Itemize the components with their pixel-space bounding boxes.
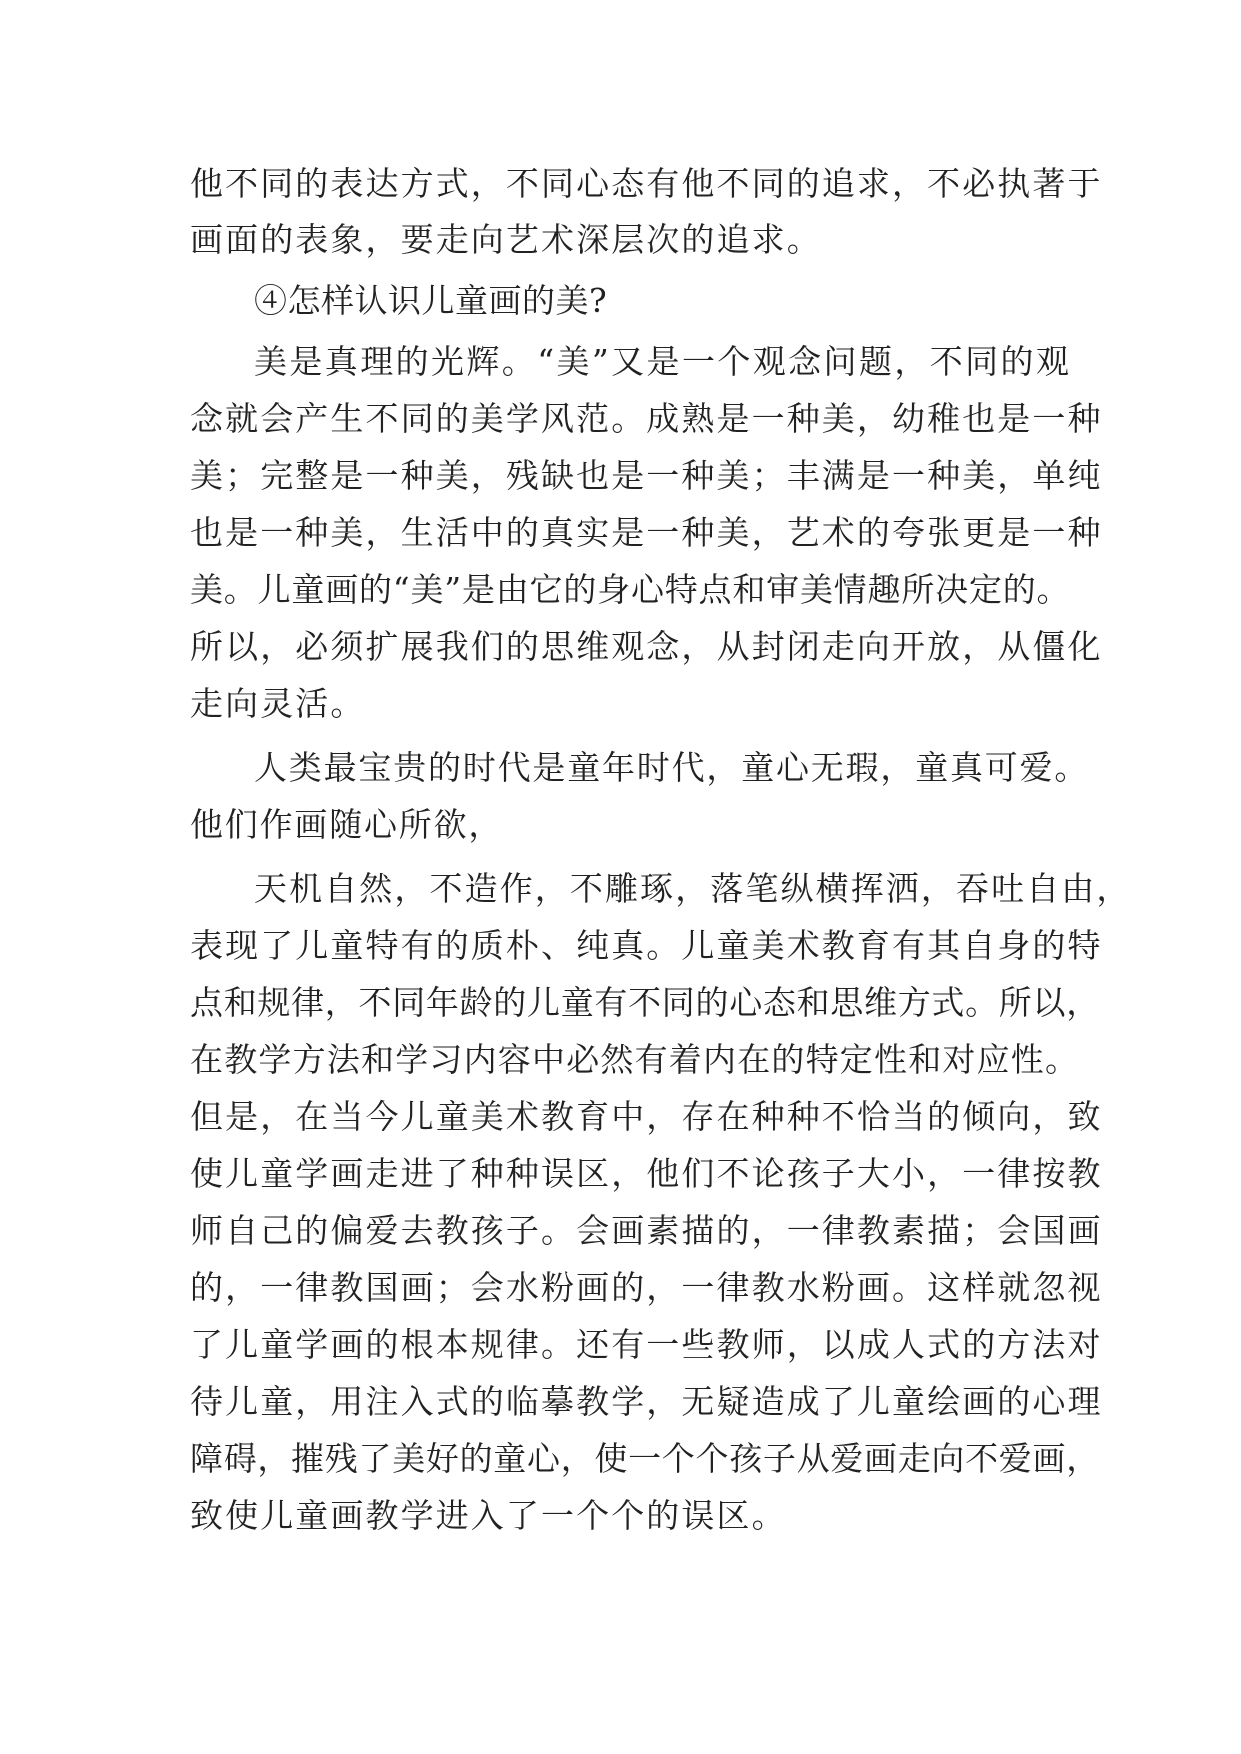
text-line-5: 念就会产生不同的美学风范。成熟是一种美，幼稚也是一种 <box>190 399 1103 438</box>
text-line-11: 人类最宝贵的时代是童年时代，童心无瑕，童真可爱。 <box>254 748 1090 787</box>
text-line-4: 美是真理的光辉。“美”又是一个观念问题，不同的观 <box>254 342 1072 381</box>
text-line-14: 表现了儿童特有的质朴、纯真。儿童美术教育有其自身的特 <box>190 926 1103 965</box>
text-line-23: 障碍，摧残了美好的童心，使一个个孩子从爱画走向不爱画， <box>190 1439 1100 1478</box>
text-line-8: 美。儿童画的“美”是由它的身心特点和审美情趣所决定的。 <box>190 570 1071 609</box>
text-line-15: 点和规律，不同年龄的儿童有不同的心态和思维方式。所以， <box>190 983 1100 1022</box>
text-line-16: 在教学方法和学习内容中必然有着内在的特定性和对应性。 <box>190 1040 1080 1079</box>
text-line-20: 的，一律教国画；会水粉画的，一律教水粉画。这样就忽视 <box>190 1268 1103 1307</box>
text-line-21: 了儿童学画的根本规律。还有一些教师，以成人式的方法对 <box>190 1325 1103 1364</box>
text-line-3: ④怎样认识儿童画的美? <box>254 281 608 320</box>
text-line-24: 致使儿童画教学进入了一个个的误区。 <box>190 1496 787 1535</box>
text-line-6: 美；完整是一种美，残缺也是一种美；丰满是一种美，单纯 <box>190 456 1103 495</box>
text-line-13: 天机自然，不造作，不雕琢，落笔纵横挥洒，吞吐自由， <box>254 869 1132 908</box>
text-line-19: 师自己的偏爱去教孩子。会画素描的，一律教素描；会国画 <box>190 1211 1103 1250</box>
text-line-22: 待儿童，用注入式的临摹教学，无疑造成了儿童绘画的心理 <box>190 1382 1103 1421</box>
text-line-12: 他们作画随心所欲， <box>190 805 504 844</box>
text-line-18: 使儿童学画走进了种种误区，他们不论孩子大小，一律按教 <box>190 1154 1103 1193</box>
text-line-2: 画面的表象，要走向艺术深层次的追求。 <box>190 220 822 259</box>
text-line-17: 但是，在当今儿童美术教育中，存在种种不恰当的倾向，致 <box>190 1097 1103 1136</box>
text-line-9: 所以，必须扩展我们的思维观念，从封闭走向开放，从僵化 <box>190 627 1103 666</box>
text-line-7: 也是一种美，生活中的真实是一种美，艺术的夸张更是一种 <box>190 513 1103 552</box>
text-line-10: 走向灵活。 <box>190 684 366 723</box>
text-line-1: 他不同的表达方式，不同心态有他不同的追求，不必执著于 <box>190 164 1103 203</box>
